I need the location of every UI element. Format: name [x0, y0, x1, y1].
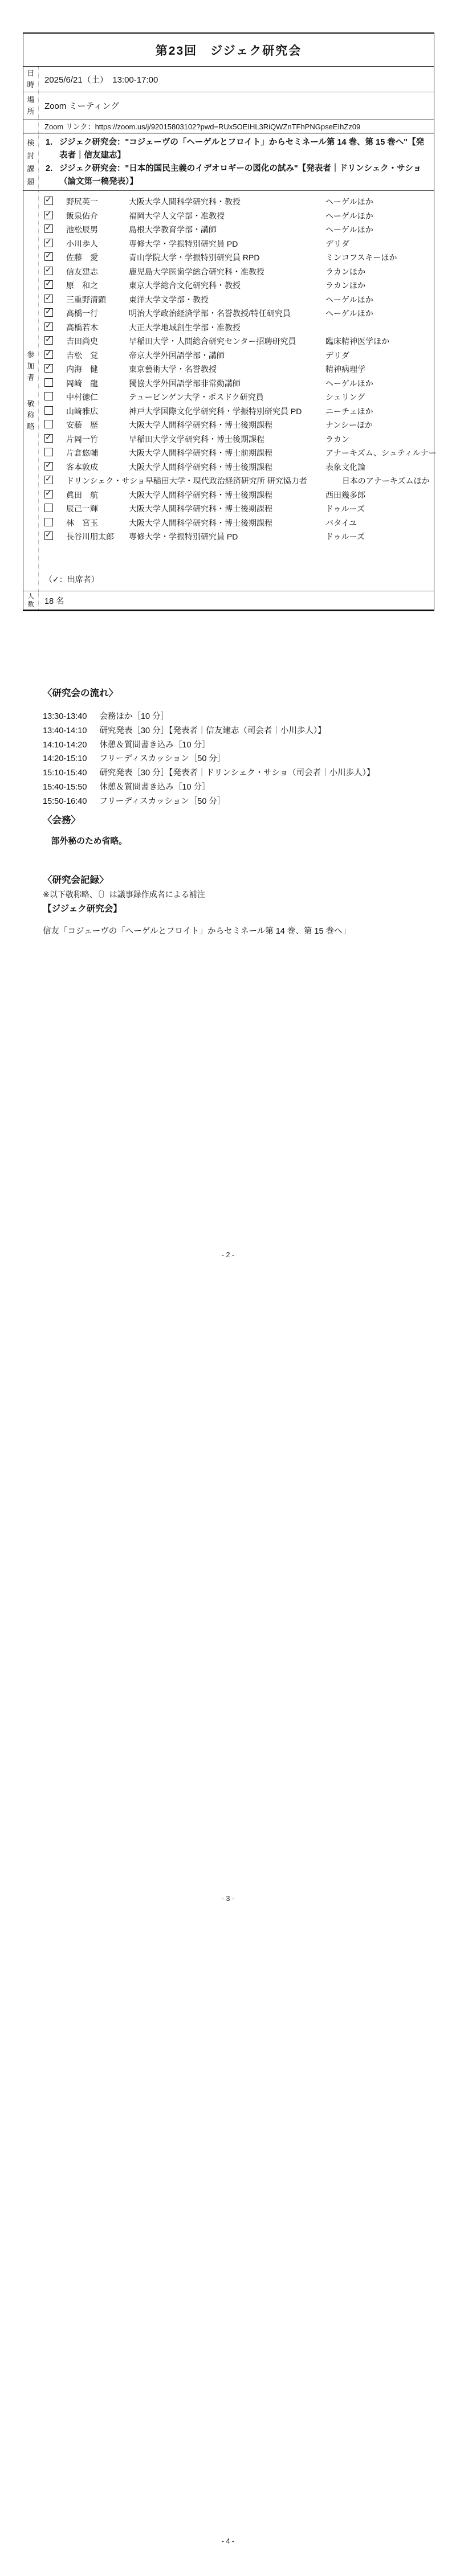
- participant-field: ヘーゲルほか: [325, 295, 373, 304]
- participant-row: [44, 516, 437, 530]
- check-mark-icon: ✓: [45, 208, 52, 218]
- participant-name: 高橋一行: [66, 309, 98, 318]
- place-label: 場所: [23, 92, 39, 119]
- participant-name: 池松辰男: [66, 225, 98, 235]
- schedule-item-desc: 会務ほか［10 分］: [99, 712, 169, 721]
- count-label: 人数: [23, 591, 39, 610]
- check-mark-icon: ✓: [45, 195, 52, 205]
- attendance-checkbox-cell: [44, 531, 66, 542]
- attendance-checkbox-cell: [44, 462, 66, 472]
- participant-name: 野尻英一: [66, 197, 98, 207]
- check-mark-icon: ✓: [45, 292, 52, 302]
- participant-field: シェリング: [325, 392, 365, 402]
- participant-row: [44, 279, 437, 293]
- participant-name: 客本敦成: [66, 462, 98, 472]
- participant-affiliation: テュービンゲン大学・ポスドク研究員: [129, 392, 264, 402]
- participant-name: 高橋若木: [66, 322, 98, 332]
- count-value: 18 名: [44, 596, 64, 606]
- schedule-item-time: 15:50-16:40: [43, 796, 87, 806]
- agenda-item-number: 1.: [46, 137, 53, 147]
- participant-row: [44, 195, 437, 209]
- checkbox-icon[interactable]: [44, 224, 53, 233]
- checkbox-icon[interactable]: [44, 448, 53, 456]
- agenda-item: [44, 136, 428, 162]
- zoom-link[interactable]: Zoom リンク：https://zoom.us/j/92015803102?pwd=RUx5OEIHL3RiQWZnTFhPNGpseEIhZz09: [44, 122, 361, 131]
- participant-field: デリダ: [325, 239, 349, 248]
- participant-affiliation: 獨協大学外国語学部非常勤講師: [129, 378, 241, 388]
- participant-row: [44, 265, 437, 279]
- check-mark-icon: ✓: [45, 530, 52, 539]
- page-number-4: - 4 -: [221, 2537, 235, 2545]
- participant-field: ラカン: [325, 434, 349, 444]
- checkbox-icon[interactable]: [44, 462, 53, 471]
- participant-row: [44, 404, 437, 419]
- attendance-checkbox-cell: [44, 420, 66, 430]
- attendance-checkbox-cell: [44, 336, 66, 346]
- record-section: [43, 873, 428, 954]
- checkbox-icon[interactable]: [44, 364, 53, 373]
- participant-field: ヘーゲルほか: [325, 197, 373, 207]
- participant-name: 佐藤 愛: [66, 253, 98, 263]
- schedule-item-desc: 休憩＆質問書き込み［10 分］: [99, 740, 210, 750]
- page-number-2: - 2 -: [221, 1251, 235, 1259]
- attendance-checkbox-cell: [44, 292, 66, 305]
- checkbox-icon[interactable]: [44, 531, 53, 540]
- schedule-item-desc: 研究発表［30 分］【発表者｜ドリンシェク・サショ（司会者｜小川歩人）】: [99, 768, 375, 778]
- checkbox-icon[interactable]: [44, 420, 53, 428]
- checkbox-icon[interactable]: [44, 392, 53, 400]
- attendance-checkbox-cell: [44, 350, 66, 361]
- participant-row: [44, 530, 437, 544]
- participant-row: [44, 488, 437, 502]
- checkbox-icon[interactable]: [44, 336, 53, 345]
- agenda-list: [39, 134, 434, 190]
- participant-affiliation: 神戸大学国際文化学研究科・学振特別研究員 PD: [129, 406, 302, 416]
- agenda-item: [44, 162, 428, 189]
- checkbox-icon[interactable]: [44, 292, 53, 303]
- participant-affiliation: 早稲田大学文学研究科・博士後期課程: [129, 434, 264, 444]
- participant-affiliation: 青山学院大学・学振特別研究員 RPD: [129, 253, 260, 263]
- participant-name: 片倉悠輔: [66, 448, 98, 458]
- participant-affiliation: 島根大学教育学部・講師: [129, 225, 217, 235]
- datetime-row: [23, 67, 434, 92]
- agenda-item-text: ジジェク研究会："コジェーヴの「ヘーゲルとフロイト」からセミネール第 14 巻、第 15 巻へ"【発表者｜信友建志】: [59, 137, 425, 160]
- checkbox-icon[interactable]: [44, 504, 53, 512]
- participant-row: [44, 502, 437, 516]
- schedule-item-time: 15:10-15:40: [43, 768, 87, 778]
- checkbox-icon[interactable]: [44, 322, 53, 331]
- participant-name: 飯泉佑介: [66, 211, 98, 220]
- check-mark-icon: ✓: [45, 348, 52, 358]
- participant-field: バタイユ: [325, 518, 357, 528]
- participant-row: [44, 432, 437, 447]
- participant-row: [44, 251, 437, 265]
- attendance-checkbox-cell: [44, 224, 66, 235]
- attendance-checkbox-cell: [44, 264, 66, 277]
- participant-affiliation: 大阪大学人間科学研究科・博士後期課程: [129, 490, 272, 500]
- attendance-checkbox-cell: [44, 504, 66, 514]
- participant-row: [44, 321, 437, 335]
- checkbox-icon[interactable]: [44, 252, 53, 261]
- record-subheading: 【ジジェク研究会】: [43, 904, 122, 914]
- participant-field: 臨床精神医学ほか: [325, 337, 389, 346]
- datetime-value: 2025/6/21（土） 13:00-17:00: [44, 75, 158, 85]
- participant-name: 小川歩人: [66, 239, 98, 248]
- participants-row: [23, 191, 437, 591]
- schedule-item-time: 13:30-13:40: [43, 712, 87, 721]
- participant-field: ドゥルーズ: [325, 532, 365, 542]
- schedule-section: [43, 686, 428, 809]
- attendance-checkbox-cell: [44, 252, 66, 263]
- checkbox-icon[interactable]: [44, 490, 53, 498]
- schedule-item-time: 15:40-15:50: [43, 782, 87, 792]
- participant-affiliation: 鹿児島大学医歯学総合研究科・准教授: [129, 267, 264, 276]
- participant-field: 西田幾多郎: [325, 490, 365, 500]
- schedule-item: [43, 766, 428, 780]
- count-row: [23, 591, 434, 610]
- schedule-item-time: 13:40-14:10: [43, 726, 87, 735]
- title-row: [23, 34, 434, 67]
- participant-field: ヘーゲルほか: [325, 211, 373, 220]
- participant-row: [44, 306, 437, 321]
- participant-field: 表象文化論: [325, 462, 365, 472]
- kaimu-body: 部外秘のため省略。: [51, 837, 127, 846]
- attendance-checkbox-cell: [44, 378, 66, 389]
- page-number-3: - 3 -: [221, 1895, 235, 1903]
- participant-affiliation: 大正大学地域創生学部・准教授: [129, 322, 241, 332]
- attendance-checkbox-cell: [44, 280, 66, 291]
- check-mark-icon: ✓: [45, 334, 52, 344]
- participant-field: ヘーゲルほか: [325, 225, 373, 235]
- participant-name: 吉田尚史: [66, 337, 98, 346]
- schedule-list: [43, 710, 428, 809]
- page-title: 第23回 ジジェク研究会: [155, 44, 302, 58]
- participant-affiliation: 明治大学政治経済学部・名誉教授/特任研究員: [129, 309, 291, 318]
- attendance-checkbox-cell: [44, 490, 66, 500]
- participant-name: 原 和之: [66, 281, 98, 291]
- check-mark-icon: ✓: [45, 306, 52, 316]
- agenda-item-number: 2.: [46, 163, 53, 173]
- schedule-item: [43, 738, 428, 753]
- participant-field: ヘーゲルほか: [325, 378, 373, 388]
- participant-row: [44, 237, 437, 251]
- attendance-checkbox-cell: [44, 406, 66, 416]
- attendance-checkbox-cell: [44, 322, 66, 333]
- attendance-checkbox-cell: [44, 434, 66, 444]
- participant-name: 内海 健: [66, 365, 98, 374]
- check-mark-icon: ✓: [45, 236, 52, 246]
- zoom-link-row: [23, 120, 434, 134]
- participant-field: ニーチェほか: [325, 406, 373, 416]
- check-mark-icon: ✓: [45, 251, 52, 260]
- participant-affiliation: 大阪大学人間科学研究科・博士後期課程: [129, 462, 272, 472]
- participants-label: 参加者 敬称略: [23, 191, 39, 591]
- schedule-item-desc: フリーディスカッション［50 分］: [99, 796, 226, 806]
- record-note: ※以下敬称略、〔〕は議事録作成者による補注: [43, 890, 205, 899]
- schedule-item: [43, 780, 428, 795]
- participant-name: 三重野清顕: [66, 295, 106, 304]
- participant-field: ヘーゲルほか: [325, 309, 373, 318]
- checkbox-icon[interactable]: [44, 350, 53, 359]
- participant-field: 精神病理学: [325, 365, 365, 374]
- attendance-checkbox-cell: [44, 448, 66, 458]
- participant-field: 日本のアナーキズムほか: [341, 476, 430, 486]
- participant-list: [39, 191, 442, 591]
- participant-row: [44, 446, 437, 460]
- participant-field: ラカンほか: [325, 267, 365, 276]
- attendance-checkbox-cell: [44, 476, 66, 486]
- record-page3: [43, 1331, 428, 1347]
- participant-field: ナンシーほか: [325, 420, 373, 430]
- place-row: [23, 92, 434, 120]
- kaimu-heading: 〈会務〉: [43, 815, 80, 825]
- check-mark-icon: ✓: [45, 362, 52, 372]
- participant-affiliation: 専修大学・学振特別研究員 PD: [129, 532, 238, 542]
- participant-name: 信友建志: [66, 267, 98, 276]
- schedule-item-time: 14:20-15:10: [43, 754, 87, 764]
- participant-name: 山﨑雅広: [66, 406, 98, 416]
- schedule-item: [43, 795, 428, 809]
- checkbox-icon[interactable]: [44, 264, 53, 275]
- participant-name: 安藤 歴: [66, 420, 98, 430]
- check-mark-icon: ✓: [45, 474, 52, 484]
- participant-row: [44, 377, 437, 391]
- participant-affiliation: 大阪大学人間科学研究科・博士後期課程: [129, 420, 272, 430]
- schedule-item: [43, 710, 428, 724]
- participant-field: ラカンほか: [325, 281, 365, 291]
- participant-affiliation: 大阪大学人間科学研究科・博士前期課程: [129, 448, 272, 458]
- participant-row: [44, 223, 437, 237]
- participant-affiliation: 早稲田大学・人間総合研究センター招聘研究員: [129, 337, 296, 346]
- record-presentation-title: 信友「コジェーヴの「ヘーゲルとフロイト」からセミネール第 14 巻、第 15 巻へ」: [43, 927, 351, 936]
- attendance-note: （✓：出席者）: [44, 575, 99, 584]
- checkbox-icon[interactable]: [44, 378, 53, 387]
- record-heading: 〈研究会記録〉: [43, 875, 109, 885]
- checkbox-icon[interactable]: [44, 236, 53, 247]
- participant-affiliation: 東洋大学文学部・教授: [129, 295, 209, 304]
- participant-field: デリダ: [325, 350, 349, 360]
- participant-field: ドゥルーズ: [325, 504, 365, 514]
- schedule-heading: 〈研究会の流れ〉: [43, 688, 118, 698]
- participant-row: [44, 418, 437, 432]
- participant-name: 岡崎 龍: [66, 378, 98, 388]
- attendance-checkbox-cell: [44, 364, 66, 374]
- participant-name: ドリンシェク・サショ: [66, 476, 145, 486]
- checkbox-icon[interactable]: [44, 518, 53, 526]
- participant-affiliation: 東京藝術大学・名誉教授: [129, 365, 217, 374]
- participant-row: [44, 209, 437, 223]
- check-mark-icon: ✓: [45, 223, 52, 232]
- participant-name: 長谷川朋太郎: [66, 532, 114, 542]
- participant-name: 中村徳仁: [66, 392, 98, 402]
- attendance-checkbox-cell: [44, 197, 66, 207]
- check-mark-icon: ✓: [45, 432, 52, 441]
- agenda-row: [23, 134, 434, 191]
- checkbox-icon[interactable]: [44, 434, 53, 443]
- attendance-checkbox-cell: [44, 208, 66, 221]
- agenda-item-text: ジジェク研究会："日本的国民主義のイデオロギーの図化の試み"【発表者｜ドリンシェク・サショ（論文第一稿発表）】: [59, 163, 422, 186]
- participant-row: [44, 334, 437, 349]
- attendance-checkbox-cell: [44, 392, 66, 402]
- participant-affiliation: 専修大学・学振特別研究員 PD: [129, 239, 238, 248]
- participant-affiliation: 早稲田大学・現代政治経済研究所 研究協力者: [145, 476, 307, 486]
- participant-name: 吉松 覚: [66, 350, 98, 360]
- zoom-link-label-cell: [23, 120, 39, 133]
- checkbox-icon[interactable]: [44, 280, 53, 289]
- agenda-label: 検討課題: [23, 134, 39, 190]
- participant-row: [44, 474, 437, 488]
- checkbox-icon[interactable]: [44, 308, 53, 317]
- attendance-checkbox-cell: [44, 518, 66, 528]
- participant-row: [44, 390, 437, 404]
- check-mark-icon: ✓: [45, 320, 52, 330]
- participant-row: [44, 460, 437, 475]
- participant-field: ミンコフスキーほか: [325, 253, 397, 263]
- kaimu-section: [43, 813, 428, 849]
- participant-name: 片岡一竹: [66, 434, 98, 444]
- participant-row: [44, 349, 437, 363]
- check-mark-icon: ✓: [45, 264, 52, 274]
- check-mark-icon: ✓: [45, 488, 52, 497]
- participant-affiliation: 大阪大学人間科学研究科・博士後期課程: [129, 504, 272, 514]
- meeting-info-table: [23, 32, 437, 611]
- checkbox-icon[interactable]: [44, 476, 53, 484]
- schedule-item-time: 14:10-14:20: [43, 740, 87, 750]
- participant-affiliation: 大阪大学人間科学研究科・教授: [129, 197, 241, 207]
- schedule-item: [43, 724, 428, 738]
- schedule-item-desc: 研究発表［30 分］【発表者｜信友建志（司会者｜小川歩人）】: [99, 726, 326, 735]
- participant-name: 辰己一輝: [66, 504, 98, 514]
- checkbox-icon[interactable]: [44, 406, 53, 415]
- datetime-label: 日時: [23, 67, 39, 92]
- check-mark-icon: ✓: [45, 279, 52, 288]
- schedule-item-desc: フリーディスカッション［50 分］: [99, 754, 226, 764]
- participant-name: 眞田 航: [66, 490, 98, 500]
- participant-row: [44, 293, 437, 307]
- attendance-checkbox-cell: [44, 308, 66, 318]
- participant-name: 林 宮玉: [66, 518, 98, 528]
- participant-row: [44, 362, 437, 377]
- checkbox-icon[interactable]: [44, 208, 53, 219]
- participant-affiliation: 福岡大学人文学部・准教授: [129, 211, 225, 220]
- schedule-item: [43, 752, 428, 766]
- check-mark-icon: ✓: [45, 460, 52, 469]
- participant-affiliation: 帝京大学外国語学部・講師: [129, 350, 225, 360]
- schedule-item-desc: 休憩＆質問書き込み［10 分］: [99, 782, 210, 792]
- participant-affiliation: 大阪大学人間科学研究科・博士後期課程: [129, 518, 272, 528]
- record-page4: [43, 1977, 428, 1992]
- checkbox-icon[interactable]: [44, 197, 53, 205]
- place-value: Zoom ミーティング: [44, 101, 120, 111]
- participant-affiliation: 東京大学総合文化研究科・教授: [129, 281, 241, 291]
- participant-field: アナーキズム、シュティルナー: [325, 448, 437, 458]
- attendance-checkbox-cell: [44, 236, 66, 249]
